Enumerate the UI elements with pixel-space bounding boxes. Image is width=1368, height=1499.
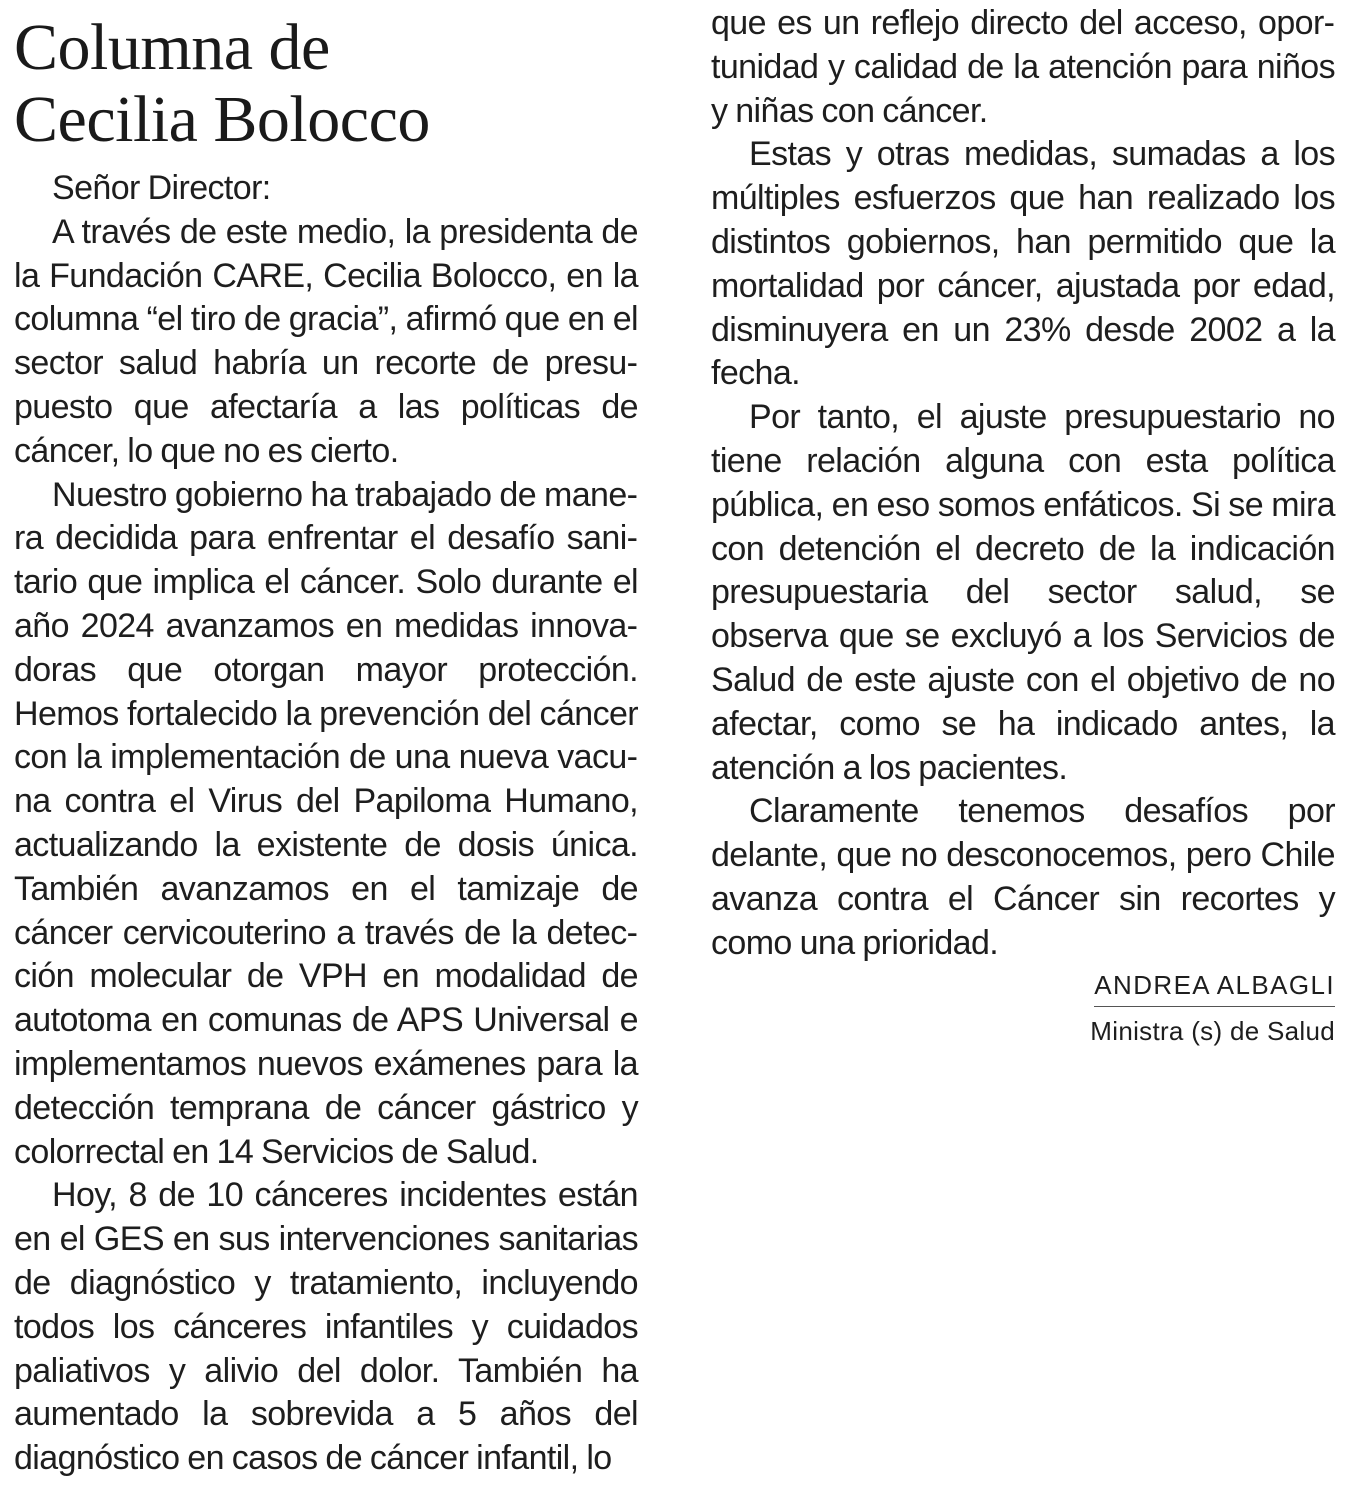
signature-name: ANDREA ALBAGLI <box>1094 966 1335 1007</box>
paragraph-3: Hoy, 8 de 10 cánceres incidentes están en el GES en sus intervenciones sanitarias de diagnóstico y tratamiento, incluyendo todos los cánceres infantiles y cuidados paliativos y alivio del dolor. También ha aumentado la sobrevida a 5 años del diagnóstico en casos de cáncer infantil, lo <box>14 1176 638 1478</box>
salutation: Señor Director: <box>52 169 271 207</box>
paragraph-1: A través de este medio, la presidenta de la Fundación CARE, Cecilia Bolocco, en la columna “el tiro de gracia”, afirmó que en el sector salud habría un recorte de presupuesto que afectaría a las políticas de cáncer, lo que no es cierto. <box>14 212 638 470</box>
paragraph-4: Estas y otras medidas, sumadas a los múltiples esfuerzos que han realizado los distintos gobiernos, han permitido que la mortalidad por cáncer, ajustada por edad, disminuyera en un 23% desde 2002 a la fecha. <box>711 135 1335 393</box>
paragraph-6: Claramente tenemos desafíos por delante, que no desconocemos, pero Chile avanza contra el Cáncer sin recortes y como una prioridad. <box>711 792 1335 962</box>
left-column-body <box>14 167 638 1481</box>
signature-block <box>711 966 1335 1051</box>
paragraph-2: Nuestro gobierno ha trabajado de manera decidida para enfrentar el desafío sanitario que implica el cáncer. Solo durante el año 2024 avanzamos en medidas innovadoras que otorgan mayor protección. Hemos fortalecido la prevención del cáncer con la implementación de una nueva vacuna contra el Virus del Papiloma Humano, actualizando la existente de dosis única. También avanzamos en el tamizaje de cáncer cervicouterino a través de la detección molecular de VPH en modalidad de autotoma en comunas de APS Universal e implementamos nuevos exámenes para la detección temprana de cáncer gástrico y colorrectal en 14 Servicios de Salud. <box>14 475 638 1171</box>
paragraph-3-continued: que es un reflejo directo del acceso, oportunidad y calidad de la atención para niños y niñas con cáncer. <box>711 4 1335 130</box>
signature-role: Ministra (s) de Salud <box>1090 1016 1335 1046</box>
right-column-body <box>711 2 1335 966</box>
article-title: Columna de Cecilia Bolocco <box>14 11 430 156</box>
paragraph-5: Por tanto, el ajuste presupuestario no tiene relación alguna con esta política pública, en eso somos enfáticos. Si se mira con detención el decreto de la indicación presupuestaria del sector salud, se observa que se excluyó a los Servicios de Salud de este ajuste con el objetivo de no afectar, como se ha indicado antes, la atención a los pacientes. <box>711 398 1335 787</box>
